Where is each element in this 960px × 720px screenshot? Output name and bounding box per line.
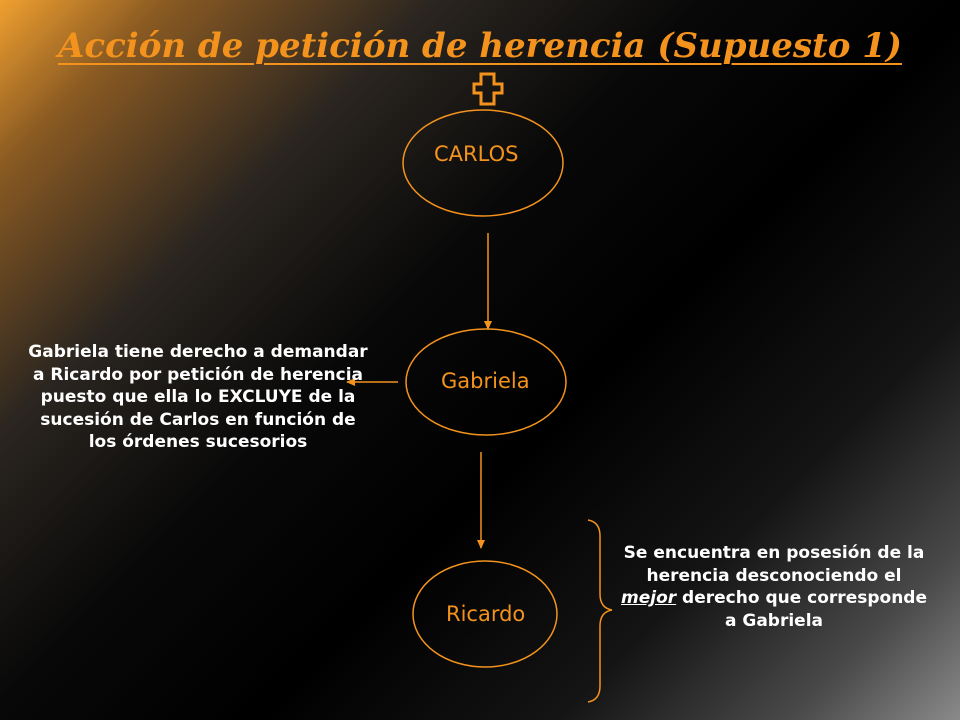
note-right-emphasis: mejor xyxy=(621,588,677,608)
note-left: Gabriela tiene derecho a demandar a Ricardo por petición de herencia puesto que ella lo EXCLUYE de la sucesión de Carlos en función de los órdenes sucesorios xyxy=(28,342,368,452)
cross-icon xyxy=(474,74,502,104)
right-brace xyxy=(588,520,612,702)
note-right-part2: derecho que corresponde a Gabriela xyxy=(676,588,927,631)
node-label-ricardo: Ricardo xyxy=(446,602,526,626)
page-title: Acción de petición de herencia (Supuesto 1) xyxy=(58,26,902,66)
note-right xyxy=(618,542,930,632)
node-label-gabriela: Gabriela xyxy=(441,369,530,393)
note-right-part1: Se encuentra en posesión de la herencia desconociendo el xyxy=(623,543,925,586)
node-label-carlos: CARLOS xyxy=(434,142,519,166)
